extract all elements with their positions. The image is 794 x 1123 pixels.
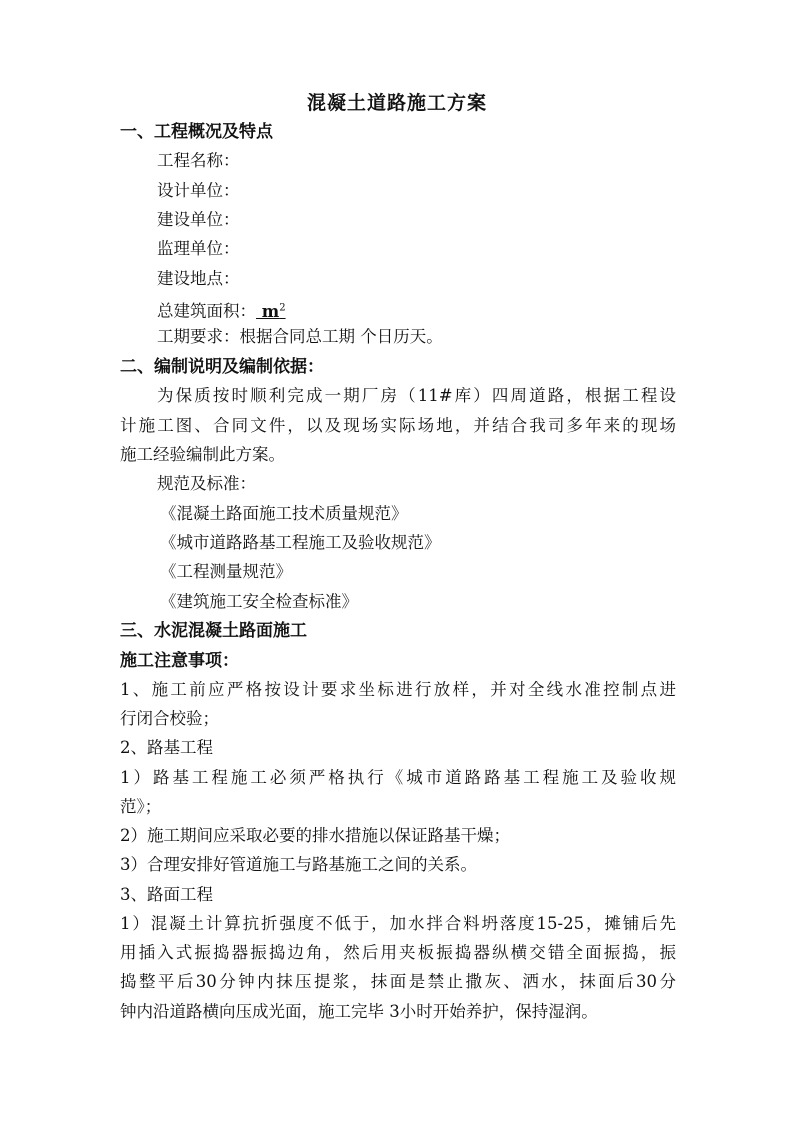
note-1-line-1: 1、施工前应严格按设计要求坐标进行放样，并对全线水准控制点进 <box>120 680 676 699</box>
basis-paragraph-line-1: 为保质按时顺利完成一期厂房（11#库）四周道路，根据工程设 <box>157 386 676 405</box>
supervision-unit-label: 监理单位： <box>157 239 240 258</box>
section-3-heading: 三、水泥混凝土路面施工 <box>120 621 307 641</box>
schedule-requirement: 工期要求：根据合同总工期 个日历天。 <box>157 327 443 346</box>
project-name-label: 工程名称： <box>157 151 240 170</box>
standard-item: 《工程测量规范》 <box>160 562 292 581</box>
notes-heading: 施工注意事项： <box>120 651 239 671</box>
section-1-heading: 一、工程概况及特点 <box>120 122 273 142</box>
standard-item: 《混凝土路面施工技术质量规范》 <box>160 504 408 523</box>
standard-item: 《城市道路路基工程施工及验收规范》 <box>160 533 441 552</box>
section-2-heading: 二、编制说明及编制依据： <box>120 357 324 377</box>
note-3-sub-1-line-1: 1）混凝土计算抗折强度不低于，加水拌合料坍落度15-25，摊铺后先 <box>120 914 676 933</box>
area-unit: $m^2$ <box>256 301 286 321</box>
note-1-line-2: 行闭合校验； <box>120 709 219 728</box>
document-title: 混凝土道路施工方案 <box>306 92 487 114</box>
total-area-label: 总建筑面积： <box>157 301 256 321</box>
basis-paragraph-line-2: 计施工图、合同文件，以及现场实际场地，并结合我司多年来的现场 <box>120 416 676 435</box>
note-3-sub-1-line-3: 捣整平后30分钟内抹压提浆，抹面是禁止撒灰、洒水，抹面后30分 <box>120 972 676 991</box>
construction-site-label: 建设地点： <box>157 269 240 288</box>
standard-item: 《建筑施工安全检查标准》 <box>160 592 358 611</box>
note-3-heading: 3、路面工程 <box>120 885 213 904</box>
note-3-sub-1-line-4: 钟内沿道路横向压成光面，施工完毕 3小时开始养护，保持湿润。 <box>120 1002 598 1021</box>
basis-paragraph-line-3: 施工经验编制此方案。 <box>120 445 285 464</box>
standards-label: 规范及标准： <box>157 474 256 493</box>
note-2-sub-2: 2）施工期间应采取必要的排水措施以保证路基干燥； <box>120 826 510 845</box>
note-2-sub-1-line-1: 1）路基工程施工必须严格执行《城市道路路基工程施工及验收规 <box>120 768 676 787</box>
design-unit-label: 设计单位： <box>157 181 240 200</box>
construction-unit-label: 建设单位： <box>157 210 240 229</box>
note-3-sub-1-line-2: 用插入式振捣器振捣边角，然后用夹板振捣器纵横交错全面振捣，振 <box>120 943 676 962</box>
note-2-heading: 2、路基工程 <box>120 738 213 757</box>
note-2-sub-3: 3）合理安排好管道施工与路基施工之间的关系。 <box>120 855 477 874</box>
note-2-sub-1-line-2: 范》； <box>120 797 162 816</box>
total-area-line <box>157 296 286 324</box>
